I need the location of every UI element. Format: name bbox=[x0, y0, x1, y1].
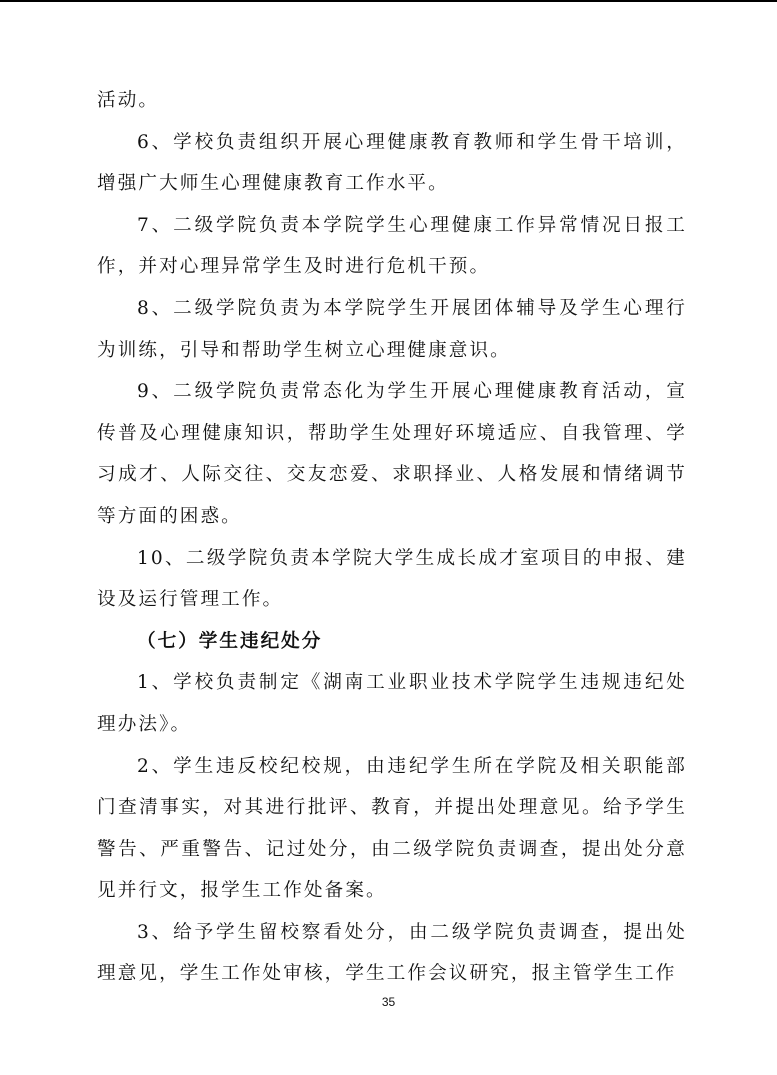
paragraph-item-8: 8、二级学院负责为本学院学生开展团体辅导及学生心理行为训练，引导和帮助学生树立心理健康意识。 bbox=[97, 297, 687, 361]
paragraph-discipline-2: 2、学生违反校纪校规，由违纪学生所在学院及相关职能部门查清事实，对其进行批评、教育，并提出处理意见。给予学生警告、严重警告、记过处分，由二级学院负责调查，提出处分意见并行文，报学生工作处备案。 bbox=[97, 755, 687, 902]
top-border-line bbox=[0, 0, 777, 2]
paragraph-item-7: 7、二级学院负责本学院学生心理健康工作异常情况日报工作，并对心理异常学生及时进行危机干预。 bbox=[97, 214, 687, 278]
document-body bbox=[97, 80, 687, 995]
paragraph-continuation: 活动。 bbox=[97, 90, 160, 111]
paragraph-discipline-3: 3、给予学生留校察看处分，由二级学院负责调查，提出处理意见，学生工作处审核，学生工作会议研究，报主管学生工作 bbox=[97, 921, 687, 985]
paragraph-item-9: 9、二级学院负责常态化为学生开展心理健康教育活动，宣传普及心理健康知识，帮助学生处理好环境适应、自我管理、学习成才、人际交往、交友恋爱、求职择业、人格发展和情绪调节等方面的困惑。 bbox=[97, 381, 687, 527]
paragraph-item-10: 10、二级学院负责本学院大学生成长成才室项目的申报、建设及运行管理工作。 bbox=[97, 547, 687, 611]
paragraph-discipline-1: 1、学校负责制定《湖南工业职业技术学院学生违规违纪处理办法》。 bbox=[97, 672, 687, 735]
page-number: 35 bbox=[381, 995, 396, 1009]
section-heading: （七）学生违纪处分 bbox=[137, 630, 323, 652]
paragraph-item-6: 6、学校负责组织开展心理健康教育教师和学生骨干培训，增强广大师生心理健康教育工作水平。 bbox=[97, 131, 687, 195]
